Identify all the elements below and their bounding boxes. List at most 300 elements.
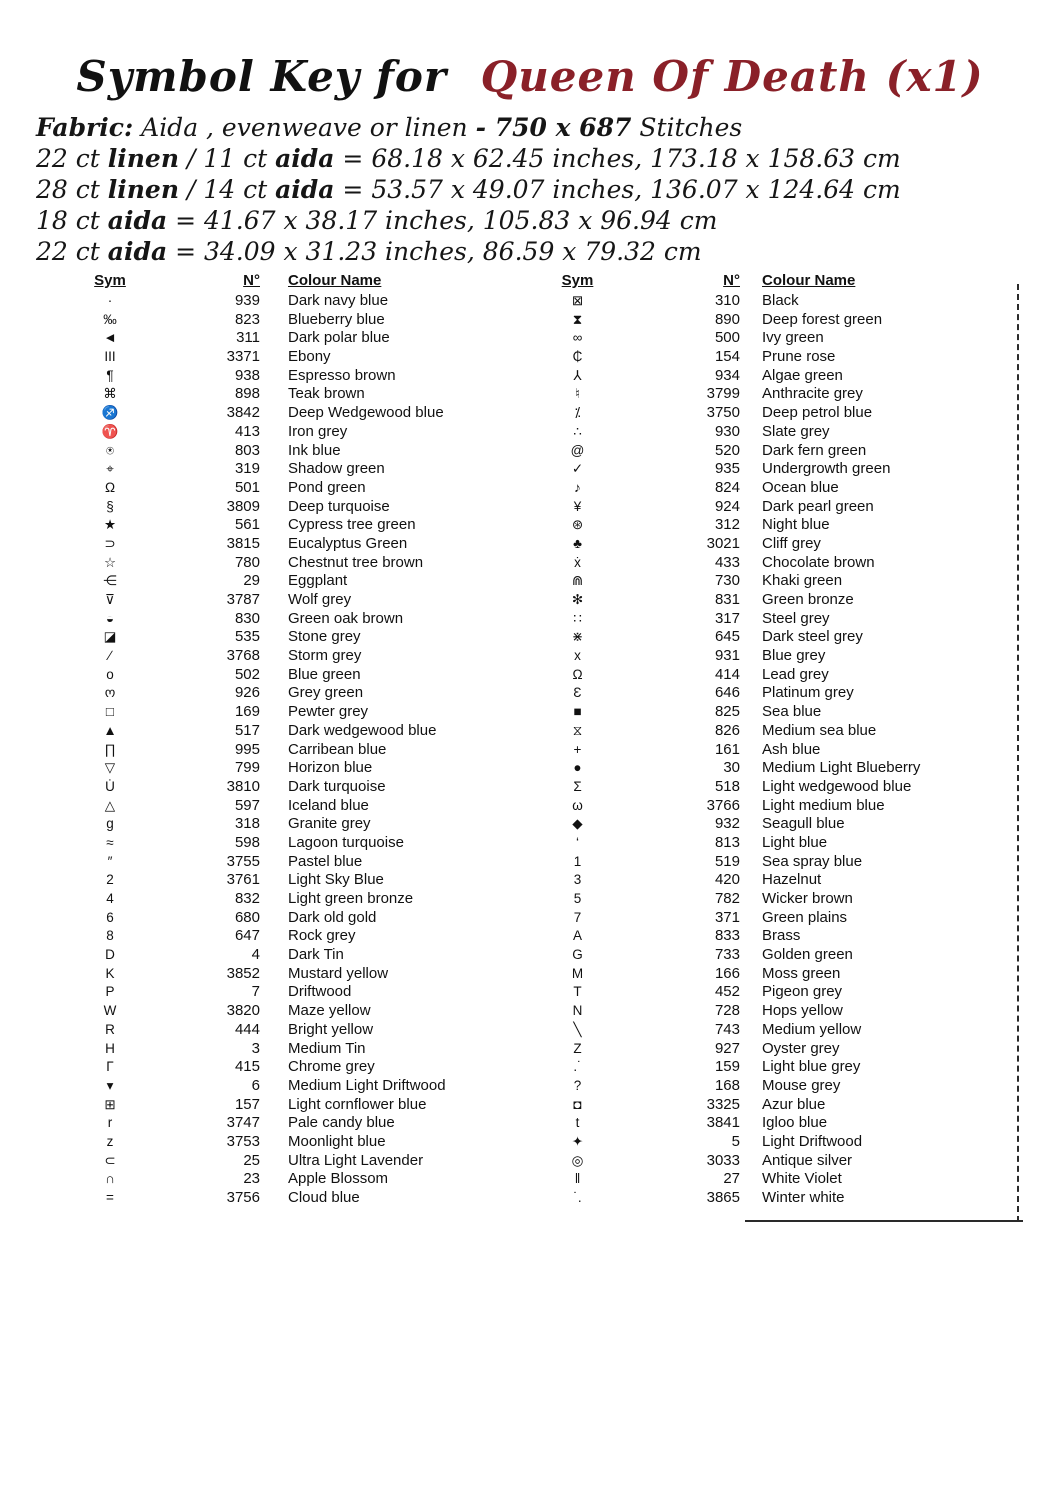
key-row xyxy=(55,909,520,928)
symbol-cell: Ɛ xyxy=(573,685,582,701)
key-row xyxy=(520,591,1018,610)
fabric-text: = 53.57 x 49.07 inches, 136.07 x 124.64 cm xyxy=(334,175,901,204)
symbol-cell: ¶ xyxy=(106,367,114,383)
symbol-cell: ∴ xyxy=(573,423,582,439)
number-cell: 319 xyxy=(234,460,260,478)
fabric-text: 22 ct xyxy=(36,144,108,173)
symbol-cell: ⧗ xyxy=(572,311,583,327)
symbol-cell: ╲ xyxy=(573,1021,582,1037)
colour-name-cell: Medium sea blue xyxy=(762,721,877,739)
key-row xyxy=(520,741,1018,760)
key-row xyxy=(55,535,520,554)
symbol-cell: ★ xyxy=(103,517,117,533)
table-right-border xyxy=(1017,284,1019,1222)
number-cell: 310 xyxy=(714,292,740,309)
colour-name-cell: Stone grey xyxy=(288,628,361,646)
key-row xyxy=(55,1058,520,1077)
symbol-cell: ⊠ xyxy=(571,293,584,308)
symbol-cell: @ xyxy=(570,442,585,458)
number-cell: 823 xyxy=(234,310,260,328)
key-row xyxy=(520,1002,1018,1021)
number-cell: 932 xyxy=(714,815,740,833)
key-row xyxy=(55,516,520,535)
number-cell: 29 xyxy=(243,572,260,590)
fabric-line xyxy=(36,205,901,236)
symbol-cell: ● xyxy=(573,760,582,776)
colour-name-cell: Khaki green xyxy=(762,572,843,590)
symbol-cell: ∕ xyxy=(108,648,112,664)
colour-name-cell: Eggplant xyxy=(288,572,348,590)
colour-name-cell: Ocean blue xyxy=(762,478,839,496)
symbol-cell: 4 xyxy=(106,891,114,906)
number-cell: 3787 xyxy=(226,591,260,608)
key-row xyxy=(55,759,520,778)
symbol-cell: ⊃ xyxy=(104,535,116,551)
number-cell: 3021 xyxy=(706,534,740,552)
key-row xyxy=(520,367,1018,386)
number-cell: 452 xyxy=(714,983,740,1001)
number-cell: 938 xyxy=(234,366,260,384)
colour-name-cell: Blueberry blue xyxy=(288,310,385,328)
number-cell: 3753 xyxy=(226,1132,260,1150)
symbol-cell: 5 xyxy=(573,891,582,906)
key-row xyxy=(55,628,520,647)
colour-name-cell: Dark old gold xyxy=(288,908,377,926)
symbol-cell: ▾ xyxy=(106,1077,114,1093)
symbol-cell: G xyxy=(572,947,583,963)
key-row xyxy=(55,1170,520,1189)
symbol-cell: ₵ xyxy=(572,349,583,365)
number-cell: 730 xyxy=(714,572,740,590)
colour-name-cell: Maze yellow xyxy=(288,1002,371,1020)
key-row xyxy=(520,479,1018,498)
symbol-cell: M xyxy=(571,965,584,981)
colour-name-cell: Light wedgewood blue xyxy=(762,777,912,795)
colour-name-cell: Ebony xyxy=(288,348,331,366)
key-row xyxy=(520,535,1018,554)
key-row xyxy=(55,722,520,741)
number-cell: 934 xyxy=(714,366,740,384)
key-row xyxy=(520,329,1018,348)
colour-name-cell: Storm grey xyxy=(288,647,362,665)
number-cell: 500 xyxy=(714,329,740,347)
colour-name-cell: Mouse grey xyxy=(762,1076,841,1094)
symbol-cell: ẋ xyxy=(574,554,581,570)
colour-name-cell: Seagull blue xyxy=(762,815,845,833)
key-row xyxy=(55,385,520,404)
symbol-cell: .˙ xyxy=(573,1059,582,1075)
number-cell: 3841 xyxy=(706,1114,740,1132)
symbol-cell: o xyxy=(106,666,114,682)
fabric-text: Fabric: xyxy=(36,113,134,142)
symbol-cell: ⊂ xyxy=(104,1152,116,1168)
colour-name-cell: Slate grey xyxy=(762,422,830,440)
colour-name-cell: Light blue grey xyxy=(762,1058,861,1076)
symbol-cell: ⊽ xyxy=(105,592,115,607)
symbol-cell: □ xyxy=(105,704,115,720)
number-cell: 3766 xyxy=(706,796,740,814)
number-cell: 413 xyxy=(234,422,260,440)
key-row xyxy=(520,311,1018,330)
colour-name-cell: Cloud blue xyxy=(288,1189,360,1206)
symbol-cell: ◆ xyxy=(572,816,583,832)
number-cell: 924 xyxy=(714,497,740,515)
key-row xyxy=(520,1170,1018,1189)
number-cell: 169 xyxy=(234,703,260,721)
key-row xyxy=(520,404,1018,423)
symbol-cell: ♮ xyxy=(575,386,580,402)
symbol-cell: K xyxy=(105,965,115,981)
colour-name-cell: Green bronze xyxy=(762,591,854,608)
symbol-cell: ⋲ xyxy=(103,573,117,589)
symbol-cell: ◪ xyxy=(103,629,117,645)
symbol-cell: ∩ xyxy=(105,1171,115,1187)
symbol-cell: W xyxy=(103,1003,117,1019)
fabric-text: Aida , evenweave or linen xyxy=(133,113,476,142)
number-cell: 420 xyxy=(714,871,740,889)
key-row xyxy=(55,460,520,479)
colour-name-cell: Wicker brown xyxy=(762,890,853,907)
colour-name-cell: Wolf grey xyxy=(288,591,352,608)
page-title xyxy=(0,52,1060,101)
number-cell: 728 xyxy=(714,1002,740,1020)
symbol-cell: ∷ xyxy=(573,610,582,626)
key-row xyxy=(55,834,520,853)
number-cell: 680 xyxy=(234,908,260,926)
key-row xyxy=(520,628,1018,647)
colour-name-cell: Espresso brown xyxy=(288,366,396,384)
key-row xyxy=(520,460,1018,479)
colour-name-cell: Light Sky Blue xyxy=(288,871,384,889)
key-row xyxy=(55,404,520,423)
number-cell: 166 xyxy=(714,964,740,982)
symbol-cell: 3 xyxy=(573,872,582,888)
symbol-cell: x xyxy=(574,648,581,664)
symbol-cell: ⧖ xyxy=(572,722,583,738)
symbol-cell: Σ xyxy=(573,778,582,794)
number-cell: 154 xyxy=(714,348,740,366)
key-row xyxy=(520,778,1018,797)
number-cell: 935 xyxy=(714,460,740,478)
symbol-cell: ■ xyxy=(573,704,582,720)
colour-name-cell: Light blue xyxy=(762,833,828,851)
key-table-right-header xyxy=(520,272,1018,292)
number-cell: 3755 xyxy=(226,852,260,870)
key-row xyxy=(55,329,520,348)
key-row xyxy=(55,572,520,591)
number-cell: 3809 xyxy=(226,497,260,515)
number-cell: 5 xyxy=(731,1132,740,1150)
key-row xyxy=(55,367,520,386)
symbol-cell: ✓ xyxy=(571,461,584,477)
number-cell: 30 xyxy=(723,759,740,777)
symbol-cell: Γ xyxy=(106,1059,114,1075)
number-cell: 3750 xyxy=(706,404,740,422)
symbol-cell: ♈ xyxy=(101,423,119,439)
colour-name-cell: Dark wedgewood blue xyxy=(288,721,437,739)
number-cell: 3761 xyxy=(226,871,260,889)
symbol-cell: ˙. xyxy=(573,1190,582,1205)
number-cell: 3 xyxy=(251,1039,260,1057)
colour-name-cell: Prune rose xyxy=(762,348,836,366)
key-row xyxy=(520,927,1018,946)
symbol-cell: ◘ xyxy=(573,1096,582,1112)
key-row xyxy=(55,797,520,816)
symbol-cell: ◒ xyxy=(105,610,115,626)
key-row xyxy=(55,479,520,498)
symbol-cell: T xyxy=(573,984,582,1000)
fabric-text: aida xyxy=(107,237,168,266)
number-cell: 3033 xyxy=(706,1151,740,1169)
colour-name-cell: Moss green xyxy=(762,964,841,982)
symbol-cell: ‘ xyxy=(576,834,579,850)
key-row xyxy=(520,946,1018,965)
key-row xyxy=(520,666,1018,685)
key-row xyxy=(520,554,1018,573)
key-row xyxy=(55,1133,520,1152)
key-row xyxy=(520,292,1018,311)
number-cell: 161 xyxy=(714,740,740,758)
colour-name-cell: Moonlight blue xyxy=(288,1132,386,1150)
number-cell: 168 xyxy=(714,1076,740,1094)
symbol-cell: ⋒ xyxy=(571,573,584,589)
fabric-text: linen xyxy=(107,175,180,204)
symbol-cell: z xyxy=(106,1133,114,1149)
number-cell: 645 xyxy=(714,628,740,646)
colour-name-cell: Cliff grey xyxy=(762,534,821,552)
symbol-cell: ☆ xyxy=(103,554,117,570)
symbol-cell: H xyxy=(105,1040,115,1056)
key-table-right xyxy=(520,272,1018,1208)
colour-name-cell: Igloo blue xyxy=(762,1114,828,1132)
key-row xyxy=(55,871,520,890)
key-row xyxy=(55,498,520,517)
key-row xyxy=(55,1114,520,1133)
fabric-text: / 14 ct xyxy=(179,175,276,204)
colour-name-cell: Rock grey xyxy=(288,927,356,945)
colour-name-cell: Medium yellow xyxy=(762,1020,862,1038)
colour-name-cell: Teak brown xyxy=(288,385,365,403)
key-row xyxy=(520,684,1018,703)
header-sym: Sym xyxy=(561,272,594,289)
title-prefix: Symbol Key for xyxy=(76,52,448,101)
symbol-cell: 1 xyxy=(573,853,582,869)
colour-name-cell: Medium Light Blueberry xyxy=(762,759,921,777)
number-cell: 826 xyxy=(714,721,740,739)
number-cell: 831 xyxy=(714,591,740,608)
colour-name-cell: Dark Tin xyxy=(288,946,344,964)
number-cell: 3865 xyxy=(706,1189,740,1206)
number-cell: 833 xyxy=(714,927,740,945)
colour-name-cell: Dark fern green xyxy=(762,441,867,459)
fabric-text: - 750 x 687 xyxy=(475,113,632,142)
key-row xyxy=(520,909,1018,928)
key-row xyxy=(520,442,1018,461)
symbol-cell: ▽ xyxy=(104,760,116,776)
key-row xyxy=(520,703,1018,722)
number-cell: 520 xyxy=(714,441,740,459)
colour-name-cell: Deep turquoise xyxy=(288,497,390,515)
number-cell: 501 xyxy=(234,478,260,496)
symbol-cell: ? xyxy=(573,1077,582,1093)
number-cell: 830 xyxy=(234,609,260,627)
colour-name-cell: Iron grey xyxy=(288,422,348,440)
colour-name-cell: Green oak brown xyxy=(288,609,404,627)
number-cell: 890 xyxy=(714,310,740,328)
number-cell: 318 xyxy=(234,815,260,833)
colour-name-cell: Night blue xyxy=(762,516,830,534)
symbol-cell: ⊛ xyxy=(571,517,584,533)
key-row xyxy=(55,1077,520,1096)
colour-name-cell: Pigeon grey xyxy=(762,983,843,1001)
number-cell: 898 xyxy=(234,385,260,403)
colour-name-cell: Light cornflower blue xyxy=(288,1095,427,1113)
symbol-cell: R xyxy=(105,1021,115,1037)
header-num: N° xyxy=(723,272,740,289)
key-row xyxy=(55,778,520,797)
fabric-text: linen xyxy=(107,144,180,173)
key-row xyxy=(520,983,1018,1002)
colour-name-cell: Medium Tin xyxy=(288,1039,366,1057)
key-row xyxy=(55,1189,520,1208)
symbol-cell: III xyxy=(104,349,116,365)
colour-name-cell: Deep petrol blue xyxy=(762,404,873,422)
colour-name-cell: Blue green xyxy=(288,665,361,683)
number-cell: 6 xyxy=(251,1076,260,1094)
colour-name-cell: Platinum grey xyxy=(762,684,854,702)
number-cell: 433 xyxy=(714,553,740,571)
number-cell: 939 xyxy=(234,292,260,309)
key-row xyxy=(55,1021,520,1040)
symbol-cell: r xyxy=(107,1115,113,1131)
number-cell: 517 xyxy=(234,721,260,739)
colour-name-cell: Chrome grey xyxy=(288,1058,375,1076)
colour-name-cell: Undergrowth green xyxy=(762,460,891,478)
key-row xyxy=(520,1077,1018,1096)
colour-name-cell: Medium Light Driftwood xyxy=(288,1076,446,1094)
number-cell: 832 xyxy=(234,890,260,907)
colour-name-cell: Eucalyptus Green xyxy=(288,534,408,552)
number-cell: 825 xyxy=(714,703,740,721)
number-cell: 312 xyxy=(714,516,740,534)
symbol-cell: ▲ xyxy=(103,722,117,738)
key-row xyxy=(520,1114,1018,1133)
symbol-cell: ✦ xyxy=(571,1133,584,1149)
colour-name-cell: Dark steel grey xyxy=(762,628,863,646)
key-row xyxy=(55,965,520,984)
key-row xyxy=(55,647,520,666)
key-row xyxy=(55,703,520,722)
key-row xyxy=(520,1021,1018,1040)
key-row xyxy=(520,815,1018,834)
number-cell: 598 xyxy=(234,833,260,851)
fabric-text: 28 ct xyxy=(36,175,108,204)
colour-name-cell: Winter white xyxy=(762,1189,845,1206)
symbol-cell: 6 xyxy=(106,909,114,925)
key-row xyxy=(520,1189,1018,1208)
fabric-line xyxy=(36,143,901,174)
symbol-cell: ო xyxy=(104,685,116,701)
colour-name-cell: Sea spray blue xyxy=(762,852,863,870)
number-cell: 3799 xyxy=(706,385,740,403)
number-cell: 799 xyxy=(234,759,260,777)
key-row xyxy=(55,292,520,311)
key-row xyxy=(520,871,1018,890)
colour-name-cell: Light medium blue xyxy=(762,796,885,814)
colour-name-cell: Sea blue xyxy=(762,703,822,721)
colour-name-cell: Chocolate brown xyxy=(762,553,875,571)
key-row xyxy=(55,1096,520,1115)
key-row xyxy=(520,722,1018,741)
key-row xyxy=(520,853,1018,872)
key-row xyxy=(55,1002,520,1021)
key-row xyxy=(55,1152,520,1171)
fabric-text: 18 ct xyxy=(36,206,108,235)
colour-name-cell: Black xyxy=(762,292,799,309)
number-cell: 3756 xyxy=(226,1189,260,1206)
key-row xyxy=(520,647,1018,666)
symbol-cell: g xyxy=(106,816,114,832)
key-row xyxy=(520,1058,1018,1077)
number-cell: 930 xyxy=(714,422,740,440)
colour-name-cell: Pale candy blue xyxy=(288,1114,395,1132)
key-row xyxy=(55,348,520,367)
colour-name-cell: Dark pearl green xyxy=(762,497,874,515)
key-row xyxy=(520,797,1018,816)
key-row xyxy=(55,927,520,946)
table-bottom-border xyxy=(745,1220,1023,1222)
colour-name-cell: Iceland blue xyxy=(288,796,369,814)
number-cell: 311 xyxy=(236,329,260,347)
number-cell: 27 xyxy=(723,1170,740,1188)
number-cell: 157 xyxy=(234,1095,260,1113)
symbol-cell: Ω xyxy=(572,666,583,682)
colour-name-cell: Cypress tree green xyxy=(288,516,416,534)
colour-name-cell: Mustard yellow xyxy=(288,964,389,982)
colour-name-cell: Light Driftwood xyxy=(762,1132,863,1150)
number-cell: 3747 xyxy=(226,1114,260,1132)
colour-name-cell: Deep Wedgewood blue xyxy=(288,404,444,422)
symbol-cell: ⋇ xyxy=(571,629,584,645)
key-row xyxy=(520,516,1018,535)
fabric-line xyxy=(36,174,901,205)
colour-name-cell: Light green bronze xyxy=(288,890,414,907)
colour-name-cell: Dark polar blue xyxy=(288,329,390,347)
key-row xyxy=(520,890,1018,909)
colour-name-cell: Antique silver xyxy=(762,1151,853,1169)
number-cell: 3768 xyxy=(226,647,260,665)
number-cell: 502 xyxy=(234,665,260,683)
colour-name-cell: Ash blue xyxy=(762,740,821,758)
key-row xyxy=(55,554,520,573)
symbol-cell: + xyxy=(573,741,582,757)
number-cell: 995 xyxy=(234,740,260,758)
symbol-cell: 8 xyxy=(106,928,114,944)
key-row xyxy=(520,1133,1018,1152)
colour-name-cell: Pastel blue xyxy=(288,852,363,870)
number-cell: 647 xyxy=(234,927,260,945)
key-row xyxy=(520,423,1018,442)
number-cell: 414 xyxy=(714,665,740,683)
number-cell: 4 xyxy=(251,946,260,964)
number-cell: 3810 xyxy=(226,777,260,795)
colour-name-cell: Ink blue xyxy=(288,441,341,459)
number-cell: 780 xyxy=(234,553,260,571)
key-row xyxy=(55,666,520,685)
number-cell: 3842 xyxy=(226,404,260,422)
colour-name-cell: Carribean blue xyxy=(288,740,387,758)
fabric-text: aida xyxy=(275,175,335,204)
